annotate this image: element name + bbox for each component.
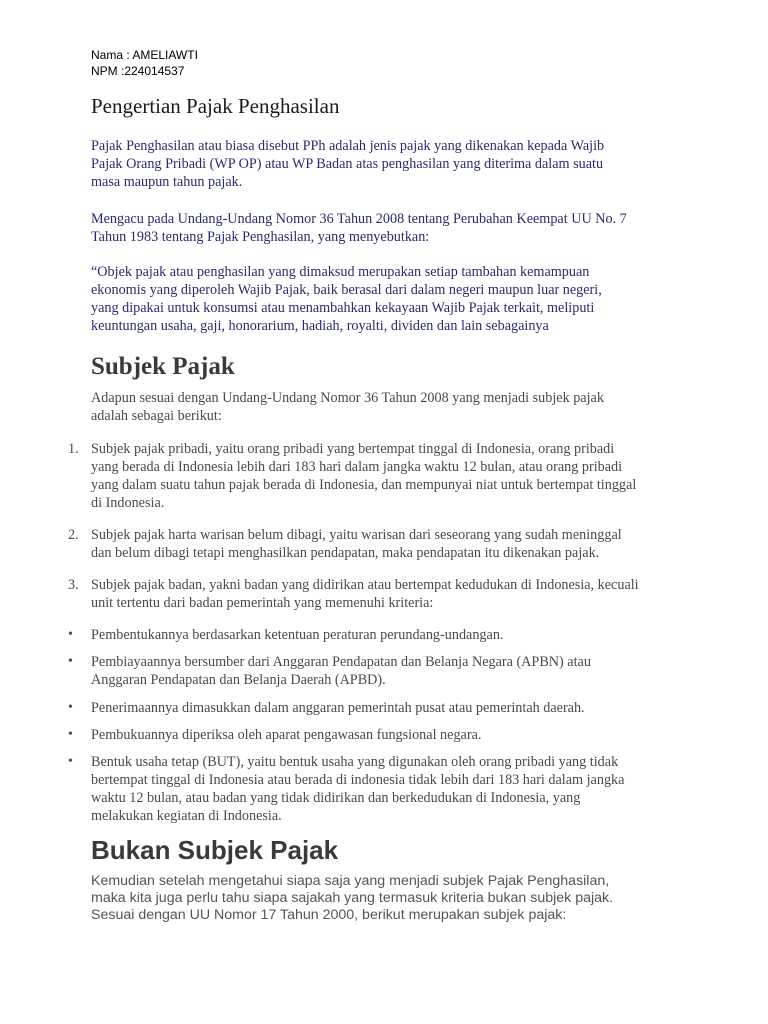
- list-marker: 2.: [68, 527, 79, 543]
- bullet-item-5: [91, 753, 691, 825]
- paragraph-bukan-subjek: [91, 873, 691, 924]
- text-line: adalah sebagai berikut:: [91, 408, 222, 424]
- text-line: Kemudian setelah mengetahui siapa saja yang menjadi subjek Pajak Penghasilan,: [91, 873, 610, 889]
- paragraph-subjek-intro: [91, 389, 691, 425]
- student-name: Nama : AMELIAWTI: [91, 48, 198, 62]
- bullet-marker: •: [68, 654, 73, 669]
- text-line: maka kita juga perlu tahu siapa sajakah yang termasuk kriteria bukan subjek pajak.: [91, 890, 614, 906]
- text-line: Pajak Orang Pribadi (WP OP) atau WP Badan atas penghasilan yang diterima dalam suatu: [91, 156, 604, 172]
- numbered-item-1: [91, 440, 691, 512]
- text-line: dan belum dibagi tetapi menghasilkan pendapatan, maka pendapatan itu dikenakan pajak.: [91, 545, 600, 561]
- text-line: yang berada di Indonesia lebih dari 183 hari dalam jangka waktu 12 bulan, atau orang pribadi: [91, 459, 623, 475]
- bullet-marker: •: [68, 627, 73, 642]
- numbered-item-2: [91, 526, 691, 562]
- list-marker: 1.: [68, 441, 79, 457]
- text-line: di Indonesia.: [91, 495, 165, 511]
- text-line: Mengacu pada Undang-Undang Nomor 36 Tahun 2008 tentang Perubahan Keempat UU No. 7: [91, 211, 627, 227]
- numbered-item-3: [91, 576, 691, 612]
- text-line: Subjek pajak badan, yakni badan yang didirikan atau bertempat kedudukan di Indonesia, kecuali: [91, 577, 639, 593]
- text-line: Pajak Penghasilan atau biasa disebut PPh adalah jenis pajak yang dikenakan kepada Wajib: [91, 138, 605, 154]
- text-line: Pembukuannya diperiksa oleh aparat pengawasan fungsional negara.: [91, 727, 482, 743]
- section-title-subjek: Subjek Pajak: [91, 353, 235, 380]
- bullet-item-4: [91, 726, 691, 744]
- text-line: unit tertentu dari badan pemerintah yang memenuhi kriteria:: [91, 595, 434, 611]
- text-line: melakukan kegiatan di Indonesia.: [91, 808, 282, 824]
- bullet-marker: •: [68, 700, 73, 715]
- text-line: Subjek pajak harta warisan belum dibagi, yaitu warisan dari seseorang yang sudah meninggal: [91, 527, 622, 543]
- text-line: Penerimaannya dimasukkan dalam anggaran pemerintah pusat atau pemerintah daerah.: [91, 700, 585, 716]
- paragraph-quote: [91, 263, 691, 335]
- bullet-item-2: [91, 653, 691, 689]
- student-npm: NPM :224014537: [91, 64, 185, 78]
- text-line: ekonomis yang diperoleh Wajib Pajak, baik berasal dari dalam negeri maupun luar negeri,: [91, 282, 602, 298]
- text-line: waktu 12 bulan, atau badan yang tidak didirikan dan berkedudukan di Indonesia, yang: [91, 790, 581, 806]
- text-line: Pembiayaannya bersumber dari Anggaran Pendapatan dan Belanja Negara (APBN) atau: [91, 654, 591, 670]
- text-line: yang dalam suatu tahun pajak berada di Indonesia, dan mempunyai niat untuk bertempat tinggal: [91, 477, 637, 493]
- text-line: Anggaran Pendapatan dan Belanja Daerah (APBD).: [91, 672, 386, 688]
- text-line: Adapun sesuai dengan Undang-Undang Nomor 36 Tahun 2008 yang menjadi subjek pajak: [91, 390, 604, 406]
- paragraph-definition: [91, 137, 691, 191]
- text-line: bertempat tinggal di Indonesia atau berada di indonesia tidak lebih dari 183 hari dalam jangka: [91, 772, 625, 788]
- text-line: yang dipakai untuk konsumsi atau menambahkan kekayaan Wajib Pajak terkait, meliputi: [91, 300, 595, 316]
- bullet-marker: •: [68, 727, 73, 742]
- paragraph-legal-reference: [91, 210, 691, 246]
- bullet-marker: •: [68, 754, 73, 769]
- text-line: Subjek pajak pribadi, yaitu orang pribadi yang bertempat tinggal di Indonesia, orang pribadi: [91, 441, 615, 457]
- section-title-pengertian: Pengertian Pajak Penghasilan: [91, 94, 340, 118]
- bullet-item-1: [91, 626, 691, 644]
- section-title-bukan-subjek: Bukan Subjek Pajak: [91, 835, 339, 865]
- text-line: “Objek pajak atau penghasilan yang dimaksud merupakan setiap tambahan kemampuan: [91, 264, 590, 280]
- text-line: masa maupun tahun pajak.: [91, 174, 243, 190]
- list-marker: 3.: [68, 577, 79, 593]
- text-line: Tahun 1983 tentang Pajak Penghasilan, yang menyebutkan:: [91, 229, 430, 245]
- text-line: keuntungan usaha, gaji, honorarium, hadiah, royalti, dividen dan lain sebagainya: [91, 318, 549, 334]
- text-line: Sesuai dengan UU Nomor 17 Tahun 2000, berikut merupakan subjek pajak:: [91, 907, 567, 923]
- text-line: Pembentukannya berdasarkan ketentuan peraturan perundang-undangan.: [91, 627, 504, 643]
- text-line: Bentuk usaha tetap (BUT), yaitu bentuk usaha yang digunakan oleh orang pribadi yang tidak: [91, 754, 619, 770]
- bullet-item-3: [91, 699, 691, 717]
